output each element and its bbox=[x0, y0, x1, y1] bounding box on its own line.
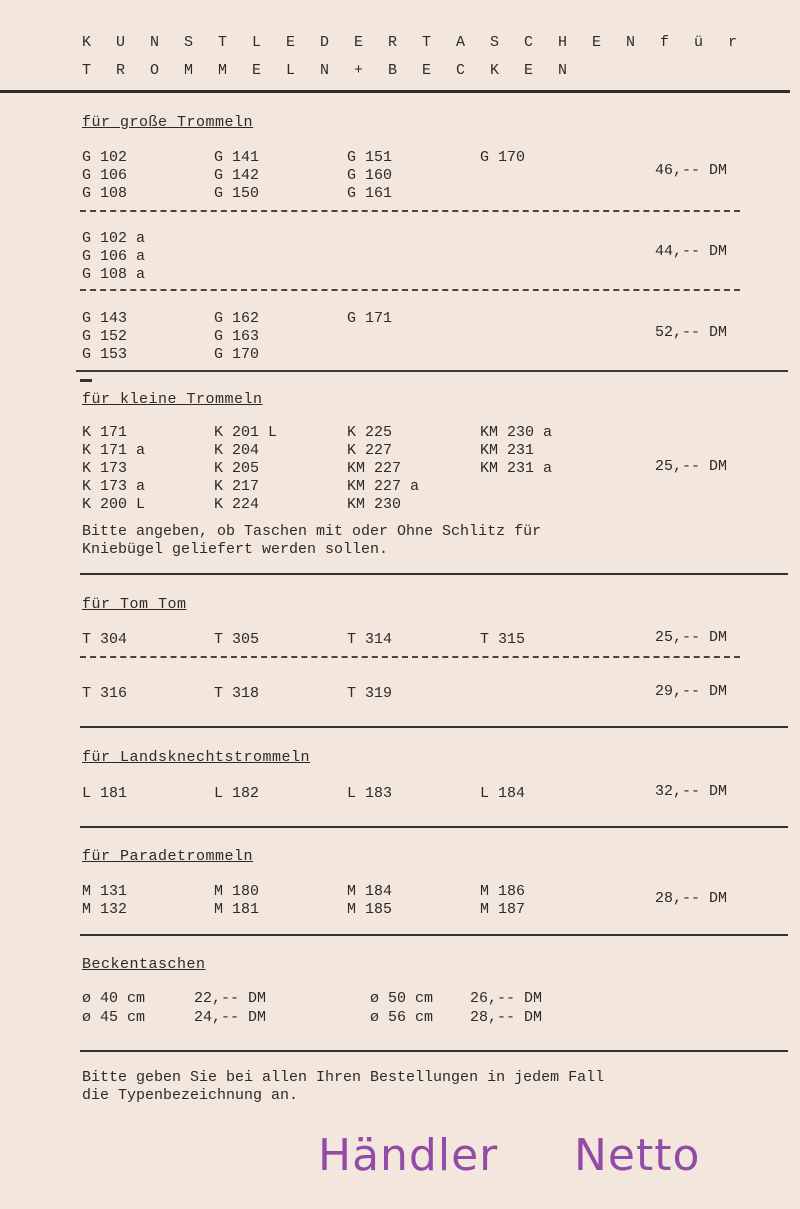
section-heading-beckentaschen: Beckentaschen bbox=[82, 956, 206, 973]
item-code: T 318 bbox=[214, 685, 260, 702]
section-heading-kleine-trommeln: für kleine Trommeln bbox=[82, 391, 263, 408]
price-label: 25,-- DM bbox=[655, 458, 728, 475]
item-code: G 106 bbox=[82, 167, 128, 184]
item-code: G 102 a bbox=[82, 230, 146, 247]
item-code: G 141 bbox=[214, 149, 260, 166]
section-heading-grosse-trommeln: für große Trommeln bbox=[82, 114, 254, 131]
section-rule bbox=[80, 826, 788, 828]
dashed-divider bbox=[80, 210, 740, 212]
cymbal-price: 26,-- DM bbox=[470, 990, 543, 1007]
cymbal-size: ø 40 cm bbox=[82, 990, 146, 1007]
section-rule bbox=[80, 1050, 788, 1052]
item-code: K 173 bbox=[82, 460, 128, 477]
item-code: K 227 bbox=[347, 442, 393, 459]
item-code: G 108 a bbox=[82, 266, 146, 283]
item-code: M 187 bbox=[480, 901, 526, 918]
item-code: KM 231 a bbox=[480, 460, 553, 477]
item-code: G 162 bbox=[214, 310, 260, 327]
section-rule bbox=[76, 370, 788, 372]
item-code: L 182 bbox=[214, 785, 260, 802]
item-code: K 173 a bbox=[82, 478, 146, 495]
table-row bbox=[0, 496, 800, 514]
rule-stub bbox=[80, 379, 92, 382]
item-code: G 151 bbox=[347, 149, 393, 166]
item-code: M 184 bbox=[347, 883, 393, 900]
item-code: K 225 bbox=[347, 424, 393, 441]
item-code: G 102 bbox=[82, 149, 128, 166]
table-row bbox=[0, 424, 800, 442]
item-code: T 315 bbox=[480, 631, 526, 648]
item-code: M 132 bbox=[82, 901, 128, 918]
price-label: 44,-- DM bbox=[655, 243, 728, 260]
item-code: G 161 bbox=[347, 185, 393, 202]
footer-line-1: Bitte geben Sie bei allen Ihren Bestellungen in jedem Fall bbox=[82, 1069, 605, 1086]
table-row bbox=[0, 1009, 800, 1027]
header-line-2: T R O M M E L N + B E C K E N bbox=[82, 62, 576, 79]
item-code: KM 227 a bbox=[347, 478, 420, 495]
item-code: M 180 bbox=[214, 883, 260, 900]
table-row bbox=[0, 990, 800, 1008]
cymbal-size: ø 56 cm bbox=[370, 1009, 434, 1026]
item-code: KM 230 bbox=[347, 496, 402, 513]
item-code: G 171 bbox=[347, 310, 393, 327]
item-code: G 170 bbox=[214, 346, 260, 363]
item-code: G 150 bbox=[214, 185, 260, 202]
price-label: 28,-- DM bbox=[655, 890, 728, 907]
stamp-haendler: Händler bbox=[318, 1130, 499, 1181]
item-code: M 131 bbox=[82, 883, 128, 900]
item-code: T 304 bbox=[82, 631, 128, 648]
item-code: M 186 bbox=[480, 883, 526, 900]
section-rule bbox=[80, 573, 788, 575]
cymbal-size: ø 45 cm bbox=[82, 1009, 146, 1026]
item-code: KM 231 bbox=[480, 442, 535, 459]
item-code: T 314 bbox=[347, 631, 393, 648]
item-code: K 171 bbox=[82, 424, 128, 441]
item-code: K 217 bbox=[214, 478, 260, 495]
table-row bbox=[0, 478, 800, 496]
item-code: L 181 bbox=[82, 785, 128, 802]
section-heading-tom-tom: für Tom Tom bbox=[82, 596, 187, 613]
table-row bbox=[0, 266, 800, 284]
price-label: 52,-- DM bbox=[655, 324, 728, 341]
table-row bbox=[0, 185, 800, 203]
price-label: 25,-- DM bbox=[655, 629, 728, 646]
item-code: T 305 bbox=[214, 631, 260, 648]
section-heading-paradetrommeln: für Paradetrommeln bbox=[82, 848, 254, 865]
item-code: T 316 bbox=[82, 685, 128, 702]
item-code: G 142 bbox=[214, 167, 260, 184]
item-code: L 183 bbox=[347, 785, 393, 802]
cymbal-price: 22,-- DM bbox=[194, 990, 267, 1007]
dashed-divider bbox=[80, 289, 740, 291]
item-code: G 160 bbox=[347, 167, 393, 184]
price-label: 29,-- DM bbox=[655, 683, 728, 700]
footer-line-2: die Typenbezeichnung an. bbox=[82, 1087, 299, 1104]
header-line-1: K U N S T L E D E R T A S C H E N f ü r bbox=[82, 34, 746, 51]
item-code: K 224 bbox=[214, 496, 260, 513]
item-code: K 204 bbox=[214, 442, 260, 459]
price-label: 46,-- DM bbox=[655, 162, 728, 179]
item-code: G 143 bbox=[82, 310, 128, 327]
item-code: K 201 L bbox=[214, 424, 278, 441]
cymbal-price: 28,-- DM bbox=[470, 1009, 543, 1026]
item-code: G 108 bbox=[82, 185, 128, 202]
item-code: T 319 bbox=[347, 685, 393, 702]
stamp-netto: Netto bbox=[574, 1130, 701, 1181]
header-rule bbox=[0, 90, 790, 93]
item-code: K 200 L bbox=[82, 496, 146, 513]
item-code: L 184 bbox=[480, 785, 526, 802]
item-code: G 106 a bbox=[82, 248, 146, 265]
item-code: KM 227 bbox=[347, 460, 402, 477]
item-code: K 205 bbox=[214, 460, 260, 477]
section-rule bbox=[80, 726, 788, 728]
item-code: K 171 a bbox=[82, 442, 146, 459]
cymbal-size: ø 50 cm bbox=[370, 990, 434, 1007]
item-code: KM 230 a bbox=[480, 424, 553, 441]
table-row bbox=[0, 346, 800, 364]
item-code: G 152 bbox=[82, 328, 128, 345]
price-label: 32,-- DM bbox=[655, 783, 728, 800]
item-code: G 170 bbox=[480, 149, 526, 166]
item-code: M 181 bbox=[214, 901, 260, 918]
item-code: M 185 bbox=[347, 901, 393, 918]
item-code: G 163 bbox=[214, 328, 260, 345]
item-code: G 153 bbox=[82, 346, 128, 363]
dashed-divider bbox=[80, 656, 740, 658]
note-line-2: Kniebügel geliefert werden sollen. bbox=[82, 541, 389, 558]
section-heading-landsknechtstrommeln: für Landsknechtstrommeln bbox=[82, 749, 311, 766]
note-line-1: Bitte angeben, ob Taschen mit oder Ohne Schlitz für bbox=[82, 523, 542, 540]
cymbal-price: 24,-- DM bbox=[194, 1009, 267, 1026]
section-rule bbox=[80, 934, 788, 936]
